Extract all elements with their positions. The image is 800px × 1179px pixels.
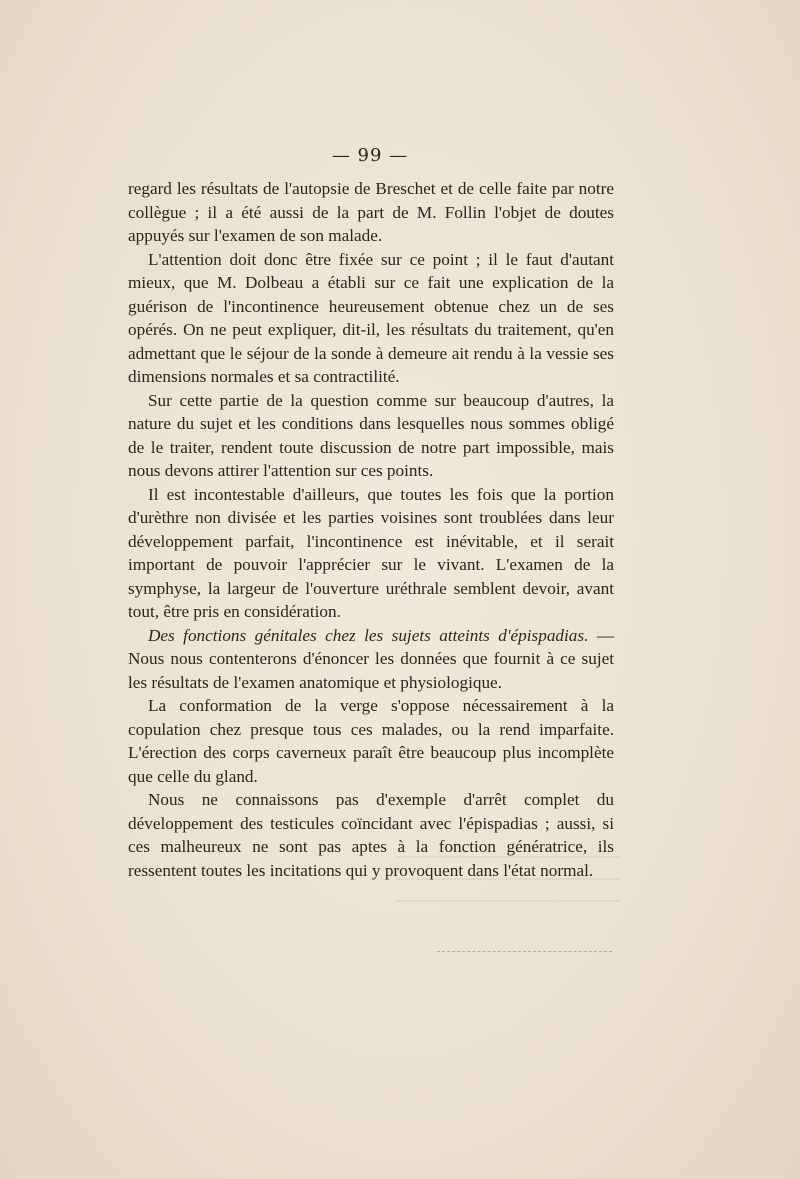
paragraph: La conformation de la verge s'oppose nécessairement à la copulation chez presque tous ces malades, ou la rend imparfaite. L'érection des corps caverneux paraît être beaucoup plus incomplète que celle du gland. xyxy=(128,696,614,786)
section-lead: — Nous nous contenterons d'énoncer les données que fournit à ce sujet les résultats de l'examen anatomique et physiologique. xyxy=(128,625,615,692)
paragraph: L'attention doit donc être fixée sur ce point ; il le faut d'autant mieux, que M. Dolbeau a établi sur ce fait une explication de la guérison de l'incontinence heureusement obtenue chez un de ses opérés. On ne peut expliquer, dit-il, les résultats du traitement, qu'en admettant que le séjour de la sonde à demeure ait rendu à la vessie ses dimensions normales et sa contractilité. xyxy=(128,249,614,386)
section-paragraph xyxy=(128,624,614,695)
paragraph: Nous ne connaissons pas d'exemple d'arrêt complet du développement des testicules coïncidant avec l'épispadias ; aussi, si ces malheureux ne sont pas aptes à la fonction génératrice, ils ressentent toutes les incitations qui y provoquent dans l'état normal. xyxy=(128,790,614,880)
section-heading: Des fonctions génitales chez les sujets atteints d'épispadias. xyxy=(148,625,589,645)
paragraph: Il est incontestable d'ailleurs, que toutes les fois que la portion d'urèthre non divisée et les parties voisines sont troublées dans leur développement parfait, l'incontinence est inévitable, et il serait important de pouvoir l'apprécier sur le vivant. L'examen de la symphyse, la largeur de l'ouverture uréthrale semblent devoir, avant tout, être pris en considération. xyxy=(128,484,614,621)
paragraph: Sur cette partie de la question comme sur beaucoup d'autres, la nature du sujet et les conditions dans lesquelles nous sommes obligé de le traiter, rendent toute discussion de notre part impossible, mais nous devons attirer l'attention sur ces points. xyxy=(128,390,614,480)
body-text xyxy=(128,177,614,882)
end-rule xyxy=(437,951,612,952)
bleed-through xyxy=(395,842,620,902)
page-number: — 99 — xyxy=(331,145,409,166)
paragraph: regard les résultats de l'autopsie de Breschet et de celle faite par notre collègue ; il a été aussi de la part de M. Follin l'objet de doutes appuyés sur l'examen de son malade. xyxy=(128,179,614,245)
